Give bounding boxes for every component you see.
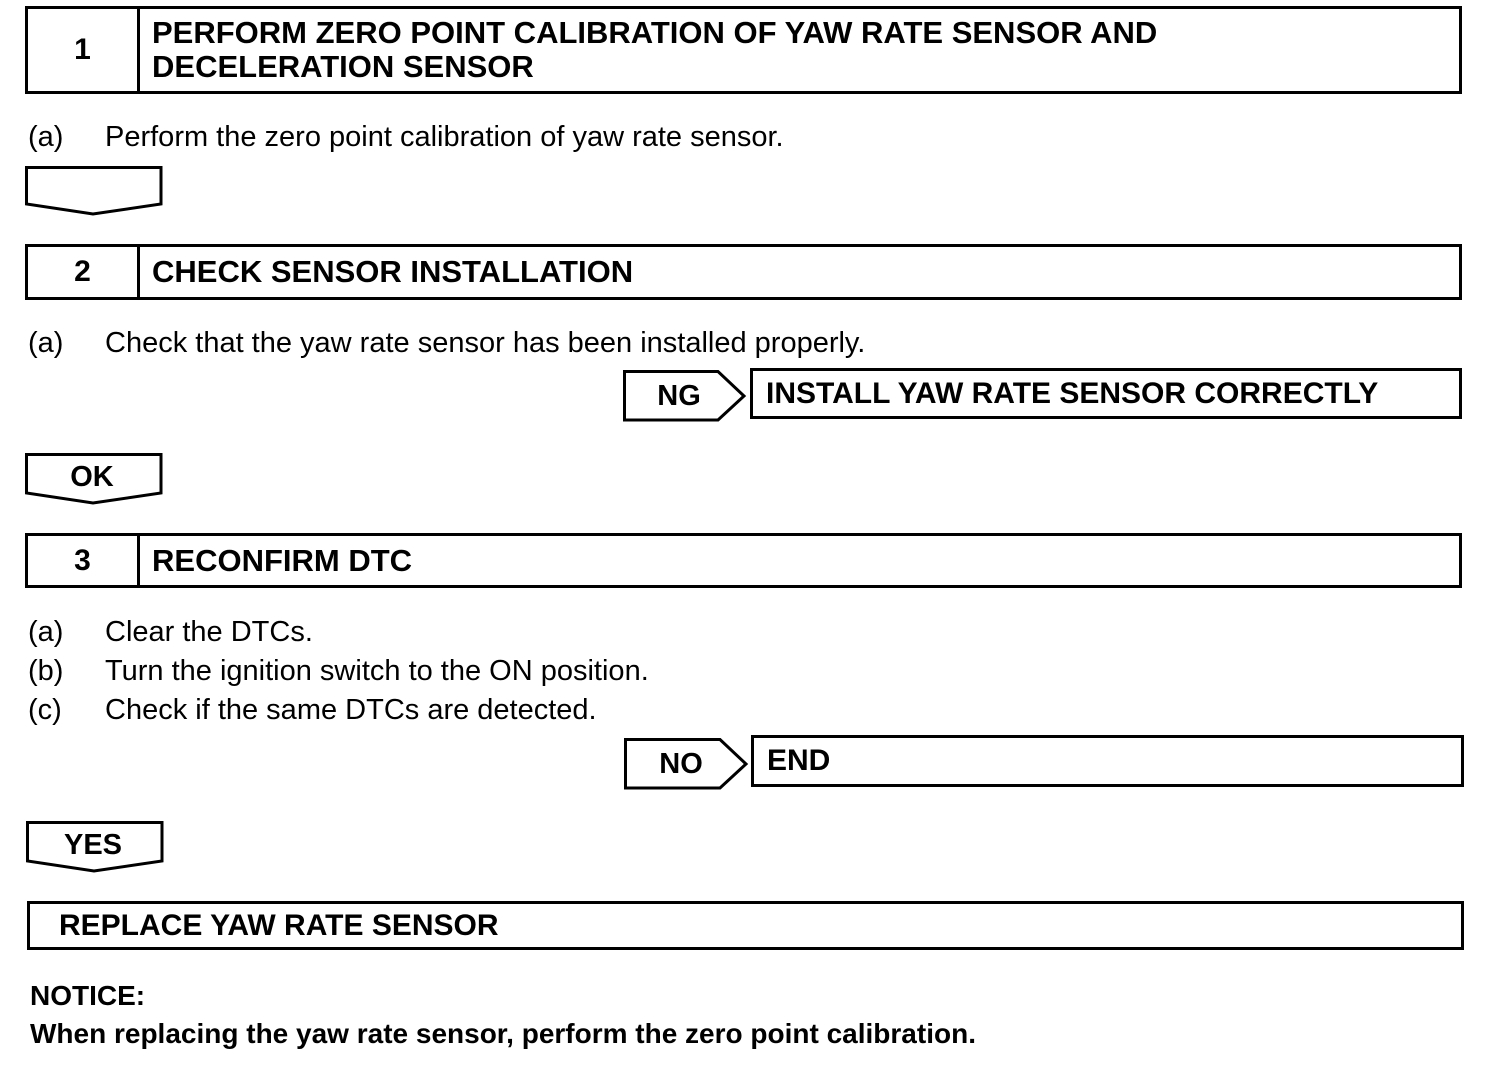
item-label: (c) <box>28 694 62 726</box>
notice-text: When replacing the yaw rate sensor, perform the zero point calibration. <box>30 1018 976 1049</box>
ng-label: NG <box>657 379 701 412</box>
step-3-title: RECONFIRM DTC <box>152 542 413 578</box>
step-2-title: CHECK SENSOR INSTALLATION <box>152 254 634 289</box>
item-label: (a) <box>28 121 64 153</box>
item-label: (a) <box>28 327 64 359</box>
notice-heading: NOTICE: <box>30 980 146 1011</box>
item-text: Turn the ignition switch to the ON position. <box>105 655 649 687</box>
item-text: Check if the same DTCs are detected. <box>105 694 597 726</box>
down-arrow-icon <box>25 166 163 216</box>
step-2-number: 2 <box>28 247 140 297</box>
no-result-box: END <box>751 735 1464 787</box>
ok-label: OK <box>70 460 114 493</box>
replace-sensor-box: REPLACE YAW RATE SENSOR <box>27 901 1464 950</box>
item-text: Check that the yaw rate sensor has been installed properly. <box>105 327 866 359</box>
no-label: NO <box>659 747 703 780</box>
step-2-header <box>25 244 1462 300</box>
item-label: (b) <box>28 655 64 687</box>
step-1-title-line2: DECELERATION SENSOR <box>152 49 534 84</box>
step-3-header <box>25 533 1462 588</box>
yes-label: YES <box>63 828 123 861</box>
item-text: Perform the zero point calibration of yaw rate sensor. <box>105 121 784 153</box>
step-1-number: 1 <box>28 9 140 91</box>
item-label: (a) <box>28 616 64 648</box>
ng-result-box: INSTALL YAW RATE SENSOR CORRECTLY <box>750 368 1462 419</box>
step-1-title-line1: PERFORM ZERO POINT CALIBRATION OF YAW RATE SENSOR AND <box>152 15 1158 50</box>
step-3-number: 3 <box>28 536 140 585</box>
step-1-header <box>25 6 1462 94</box>
item-text: Clear the DTCs. <box>105 616 313 648</box>
step-1-title <box>152 9 1449 91</box>
